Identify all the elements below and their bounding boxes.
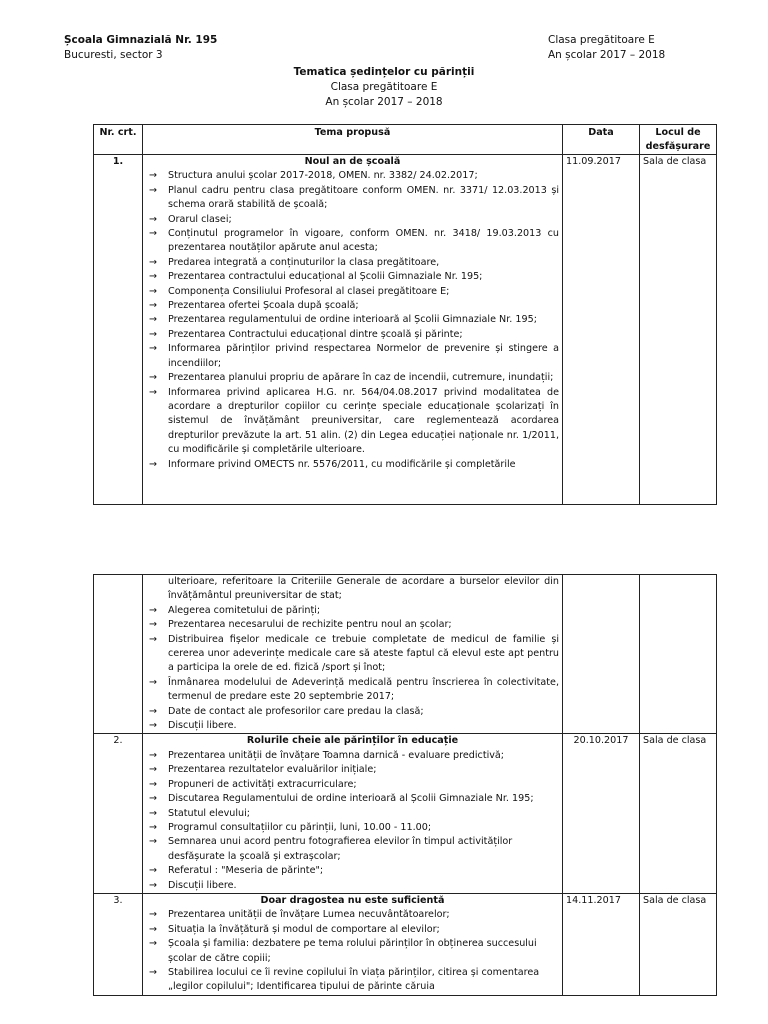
class-name: Clasa pregătitoare E xyxy=(548,34,655,46)
meetings-table-page1 xyxy=(93,124,717,505)
theme-items xyxy=(146,749,559,893)
row-theme xyxy=(143,575,563,734)
row-location xyxy=(640,575,717,734)
row-nr: 2. xyxy=(94,734,143,893)
row-date: 20.10.2017 xyxy=(563,734,640,893)
list-item: → Prezentarea necesarului de rechizite pentru noul an școlar; xyxy=(146,618,559,632)
row-location: Sala de clasa xyxy=(640,734,717,893)
title-class: Clasa pregătitoare E xyxy=(330,81,438,93)
row-location: Sala de clasa xyxy=(640,893,717,995)
meetings-table-page2 xyxy=(93,574,717,996)
list-item: → Statutul elevului; xyxy=(146,807,559,821)
list-item: → Prezentarea regulamentului de ordine interioară al Școlii Gimnaziale Nr. 195; xyxy=(146,313,559,327)
class-header xyxy=(548,33,665,63)
list-item: → Orarul clasei; xyxy=(146,213,559,227)
list-item: → Prezentarea Contractului educațional dintre școală și părinte; xyxy=(146,328,559,342)
list-item: → Date de contact ale profesorilor care predau la clasă; xyxy=(146,705,559,719)
table-row xyxy=(94,734,717,893)
list-item: → Prezentarea planului propriu de apărare în caz de incendii, cutremure, inundații; xyxy=(146,371,559,385)
theme-items xyxy=(146,575,559,733)
row-date: 11.09.2017 xyxy=(563,155,640,505)
row-nr: 1. xyxy=(94,155,143,505)
list-item-continuation: ulterioare, referitoare la Criteriile Generale de acordare a burselor elevilor din învățământul preuniversitar de stat; xyxy=(168,576,559,602)
list-item: → Informarea părinților privind respectarea Normelor de prevenire și stingere a incendiilor; xyxy=(146,342,559,371)
list-item: → Informare privind OMECTS nr. 5576/2011, cu modificările și completările xyxy=(146,458,559,472)
list-item: → Predarea integrată a conținuturilor la clasa pregătitoare, xyxy=(146,256,559,270)
list-item: → Prezentarea unității de învățare Lumea necuvântătoarelor; xyxy=(146,908,559,922)
row-theme xyxy=(143,734,563,893)
list-item: → Referatul : "Meseria de părinte"; xyxy=(146,864,559,878)
list-item: → Situația la învățătură și modul de comportare al elevilor; xyxy=(146,923,559,937)
row-theme xyxy=(143,155,563,505)
theme-title: Noul an de școală xyxy=(304,156,401,167)
list-item: → Discuții libere. xyxy=(146,719,559,733)
school-header xyxy=(64,33,217,63)
list-item: → Prezentarea ofertei Școala după școală; xyxy=(146,299,559,313)
row-theme xyxy=(143,893,563,995)
theme-title: Rolurile cheie ale părinților în educație xyxy=(246,735,459,747)
col-theme: Tema propusă xyxy=(143,125,563,155)
list-item: → Conținutul programelor în vigoare, conform OMEN. nr. 3418/ 19.03.2013 cu prezentarea noutăților apărute anul acesta; xyxy=(146,227,559,256)
list-item: → Componența Consiliului Profesoral al clasei pregătitoare E; xyxy=(146,285,559,299)
col-nr: Nr. crt. xyxy=(94,125,143,155)
school-name: Școala Gimnazială Nr. 195 xyxy=(64,34,218,46)
list-item: → Distribuirea fișelor medicale ce trebuie completate de medicul de familie și cererea unor adeverințe medicale care să ateste faptul că elevul este apt pentru a participa la orele de ed. fizică /sport și înot; xyxy=(146,633,559,676)
table-row xyxy=(94,893,717,995)
table-header-row xyxy=(94,125,717,155)
list-item: → Stabilirea locului ce îi revine copilului în viața părinților, citirea și comentarea „legilor copilului"; Identificarea tipului de părinte căruia xyxy=(146,966,559,995)
document-title xyxy=(0,65,768,110)
col-location: Locul de desfășurare xyxy=(640,125,717,155)
list-item: → Semnarea unui acord pentru fotografierea elevilor în timpul activităților desfășurate la școală și extrașcolar; xyxy=(146,835,559,864)
list-item: → Structura anului școlar 2017-2018, OMEN. nr. 3382/ 24.02.2017; xyxy=(146,169,559,183)
table-row xyxy=(94,155,717,505)
title-year: An școlar 2017 – 2018 xyxy=(325,96,443,108)
list-item: → Programul consultațiilor cu părinții, luni, 10.00 - 11.00; xyxy=(146,821,559,835)
school-location: Bucuresti, sector 3 xyxy=(64,49,163,61)
row-date xyxy=(563,575,640,734)
row-date: 14.11.2017 xyxy=(563,893,640,995)
title-main: Tematica ședințelor cu părinții xyxy=(293,66,475,78)
table-row xyxy=(94,575,717,734)
list-item: → Alegerea comitetului de părinți; xyxy=(146,604,559,618)
school-year: An școlar 2017 – 2018 xyxy=(548,49,666,61)
theme-title: Doar dragostea nu este suficientă xyxy=(260,894,445,906)
row-nr xyxy=(94,575,143,734)
list-item: → Discutarea Regulamentului de ordine interioară al Școlii Gimnaziale Nr. 195; xyxy=(146,792,559,806)
col-date: Data xyxy=(563,125,640,155)
list-item: → Școala și familia: dezbatere pe tema rolului părinților în obținerea succesului școlar de către copiii; xyxy=(146,937,559,966)
list-item: → Discuții libere. xyxy=(146,879,559,893)
list-item: → Prezentarea contractului educațional al Școlii Gimnaziale Nr. 195; xyxy=(146,270,559,284)
theme-items xyxy=(146,908,559,994)
row-nr: 3. xyxy=(94,893,143,995)
list-item: → Informarea privind aplicarea H.G. nr. 564/04.08.2017 privind modalitatea de acordare a drepturilor copiilor cu cerințe speciale educaționale școlarizați în sistemul de învățământ preuniversitar, care reglementează acordarea drepturilor prevăzute la art. 51 alin. (2) din Legea educației naționale nr. 1/2011, cu modificările și completările ulterioare. xyxy=(146,386,559,458)
list-item: → Propuneri de activități extracurriculare; xyxy=(146,778,559,792)
list-item: → Planul cadru pentru clasa pregătitoare conform OMEN. nr. 3371/ 12.03.2013 și schema orară stabilită de școală; xyxy=(146,184,559,213)
theme-items xyxy=(146,169,559,472)
list-item: → Înmânarea modelului de Adeverință medicală pentru înscrierea în colectivitate, termenul de predare este 20 septembrie 2017; xyxy=(146,676,559,705)
list-item: → Prezentarea unității de învățare Toamna darnică - evaluare predictivă; xyxy=(146,749,559,763)
row-location: Sala de clasa xyxy=(640,155,717,505)
list-item: → Prezentarea rezultatelor evaluărilor inițiale; xyxy=(146,763,559,777)
